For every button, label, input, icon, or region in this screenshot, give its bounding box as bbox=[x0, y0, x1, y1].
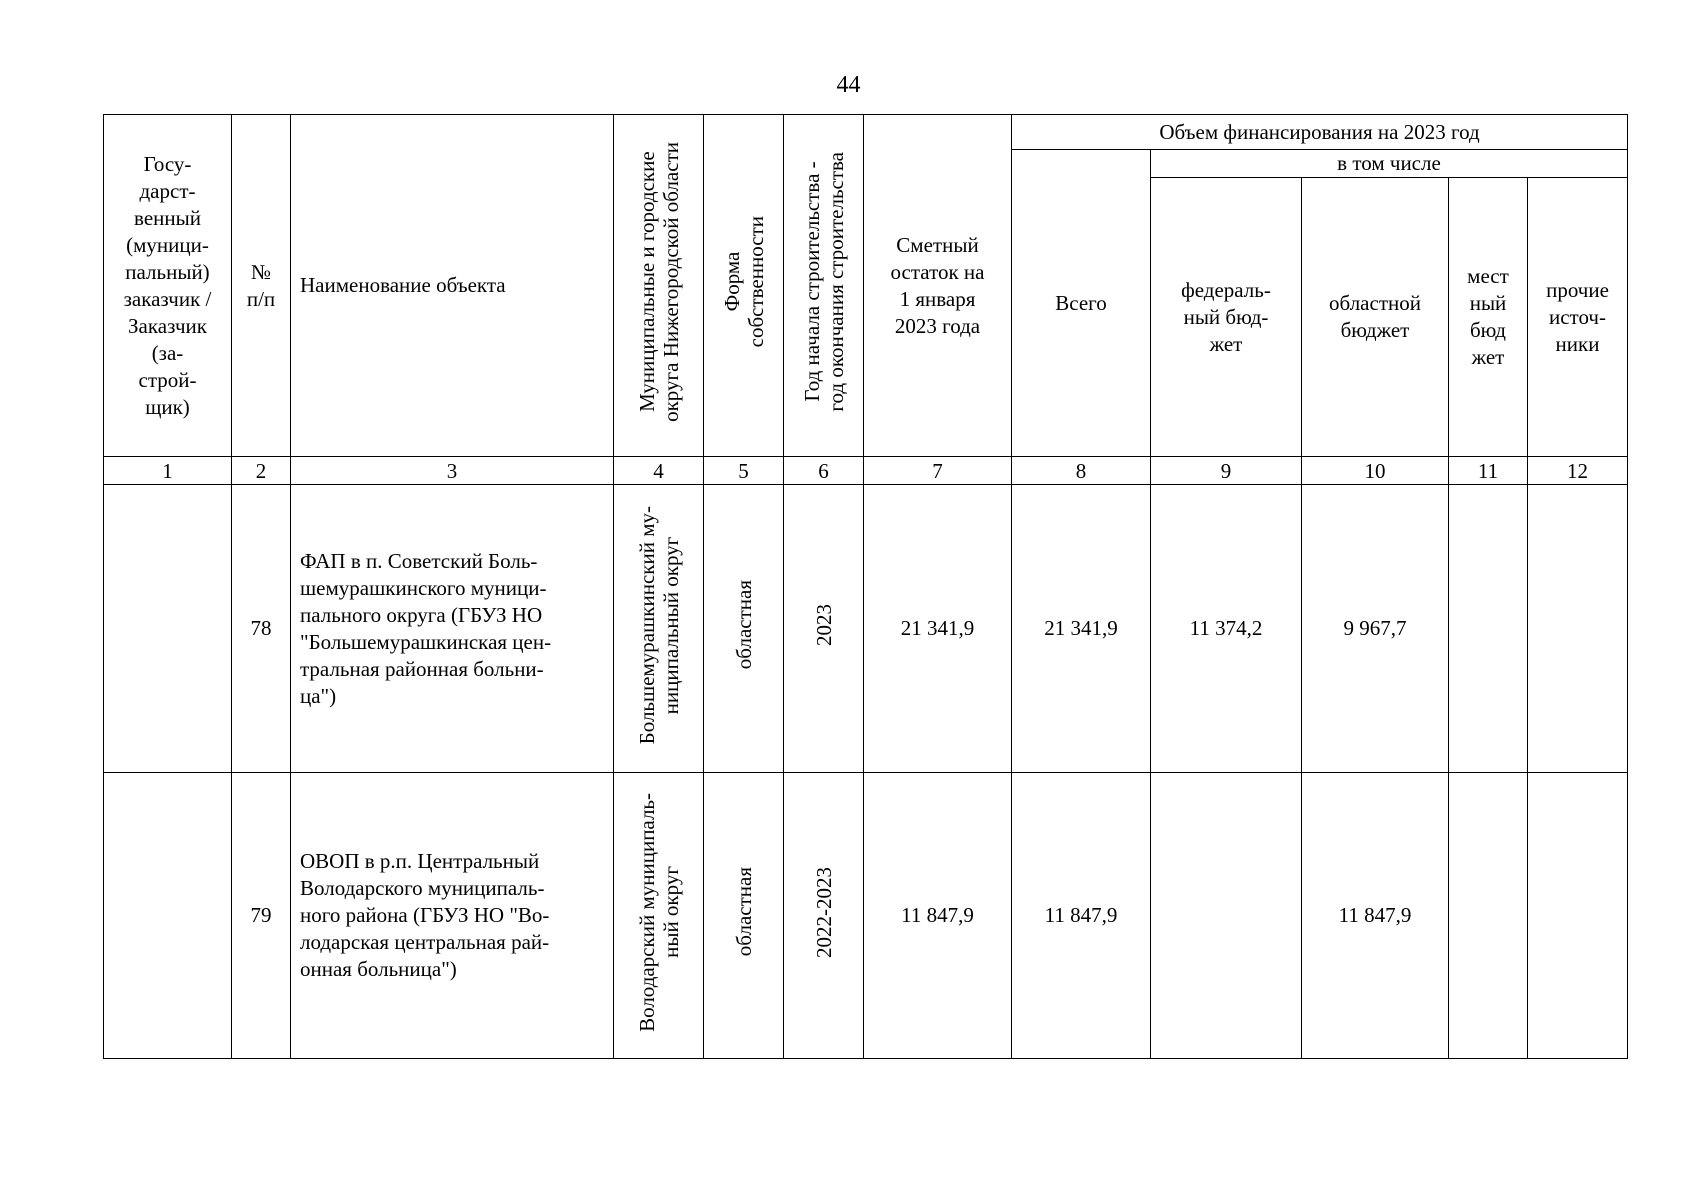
row-customer bbox=[104, 485, 232, 773]
row-federal: 11 374,2 bbox=[1151, 485, 1302, 773]
row-federal bbox=[1151, 773, 1302, 1059]
financing-table bbox=[103, 114, 1628, 1059]
header-federal-text: федераль- ный бюд- жет bbox=[1181, 277, 1271, 356]
column-number: 5 bbox=[704, 457, 784, 485]
column-number: 1 bbox=[104, 457, 232, 485]
row-estimate: 21 341,9 bbox=[864, 485, 1012, 773]
row-municipality bbox=[614, 773, 704, 1059]
header-regional bbox=[1302, 178, 1449, 457]
header-num-text: № п/п bbox=[246, 259, 276, 311]
header-object-name bbox=[291, 115, 614, 457]
page-number: 44 bbox=[836, 72, 861, 98]
header-financing-text: Объем финансирования на 2023 год bbox=[1159, 119, 1480, 144]
row-years bbox=[784, 773, 864, 1059]
row-ownership bbox=[704, 773, 784, 1059]
header-financing bbox=[1012, 115, 1628, 150]
row-ownership-text: областная bbox=[731, 580, 756, 670]
row-total: 21 341,9 bbox=[1012, 485, 1151, 773]
header-federal bbox=[1151, 178, 1302, 457]
row-num: 79 bbox=[232, 773, 291, 1059]
header-estimate bbox=[864, 115, 1012, 457]
column-number: 3 bbox=[291, 457, 614, 485]
row-ownership bbox=[704, 485, 784, 773]
table-row bbox=[104, 485, 1628, 773]
header-including bbox=[1151, 150, 1628, 178]
row-customer bbox=[104, 773, 232, 1059]
header-object-name-text: Наименование объекта bbox=[300, 273, 506, 297]
column-number: 9 bbox=[1151, 457, 1302, 485]
row-object-name bbox=[291, 773, 614, 1059]
header-years-text: Год начала строительства - год окончания строительства bbox=[799, 152, 848, 412]
row-num: 78 bbox=[232, 485, 291, 773]
header-customer-text: Госу- дарст- венный (муници- пальный) заказчик / Заказчик (за- строй- щик) bbox=[123, 151, 212, 419]
row-municipality bbox=[614, 485, 704, 773]
column-number: 4 bbox=[614, 457, 704, 485]
row-regional: 9 967,7 bbox=[1302, 485, 1449, 773]
row-total: 11 847,9 bbox=[1012, 773, 1151, 1059]
column-number: 11 bbox=[1449, 457, 1528, 485]
header-estimate-text: Сметный остаток на 1 января 2023 года bbox=[890, 232, 985, 338]
row-municipality-text: Большемурашкинский му- ниципальный округ bbox=[634, 505, 683, 745]
header-local-text: мест ный бюд жет bbox=[1467, 264, 1509, 369]
column-number: 10 bbox=[1302, 457, 1449, 485]
column-number: 2 bbox=[232, 457, 291, 485]
header-municipality-text: Муниципальные и городские округа Нижегородской области bbox=[634, 142, 683, 422]
header-other bbox=[1528, 178, 1628, 457]
column-number: 12 bbox=[1528, 457, 1628, 485]
row-estimate: 11 847,9 bbox=[864, 773, 1012, 1059]
row-ownership-text: областная bbox=[731, 867, 756, 957]
row-local bbox=[1449, 485, 1528, 773]
column-number: 7 bbox=[864, 457, 1012, 485]
row-years-text: 2022-2023 bbox=[811, 866, 836, 958]
header-other-text: прочие источ- ники bbox=[1546, 277, 1609, 356]
row-other bbox=[1528, 485, 1628, 773]
row-municipality-text: Володарский муниципаль- ный округ bbox=[634, 792, 683, 1032]
header-years bbox=[784, 115, 864, 457]
row-local bbox=[1449, 773, 1528, 1059]
header-local bbox=[1449, 178, 1528, 457]
table-row bbox=[104, 773, 1628, 1059]
column-number: 6 bbox=[784, 457, 864, 485]
row-regional: 11 847,9 bbox=[1302, 773, 1449, 1059]
row-object-name-text: ФАП в п. Советский Боль- шемурашкинского муници- пального округа (ГБУЗ НО "Большемурашкинская цен- тральная районная больни- ца") bbox=[300, 548, 552, 708]
row-other bbox=[1528, 773, 1628, 1059]
header-ownership-text: Форма собственности bbox=[719, 216, 768, 348]
header-municipality bbox=[614, 115, 704, 457]
header-num bbox=[232, 115, 291, 457]
column-number: 8 bbox=[1012, 457, 1151, 485]
header-total bbox=[1012, 150, 1151, 457]
row-object-name bbox=[291, 485, 614, 773]
header-including-text: в том числе bbox=[1337, 151, 1441, 175]
header-customer bbox=[104, 115, 232, 457]
column-numbers-row bbox=[104, 457, 1628, 485]
row-years-text: 2023 bbox=[811, 604, 836, 646]
row-object-name-text: ОВОП в р.п. Центральный Володарского муниципаль- ного района (ГБУЗ НО "Во- лодарская центральная рай- онная больница") bbox=[300, 849, 550, 981]
row-years bbox=[784, 485, 864, 773]
header-regional-text: областной бюджет bbox=[1329, 291, 1421, 342]
header-ownership bbox=[704, 115, 784, 457]
header-total-text: Всего bbox=[1055, 290, 1107, 315]
